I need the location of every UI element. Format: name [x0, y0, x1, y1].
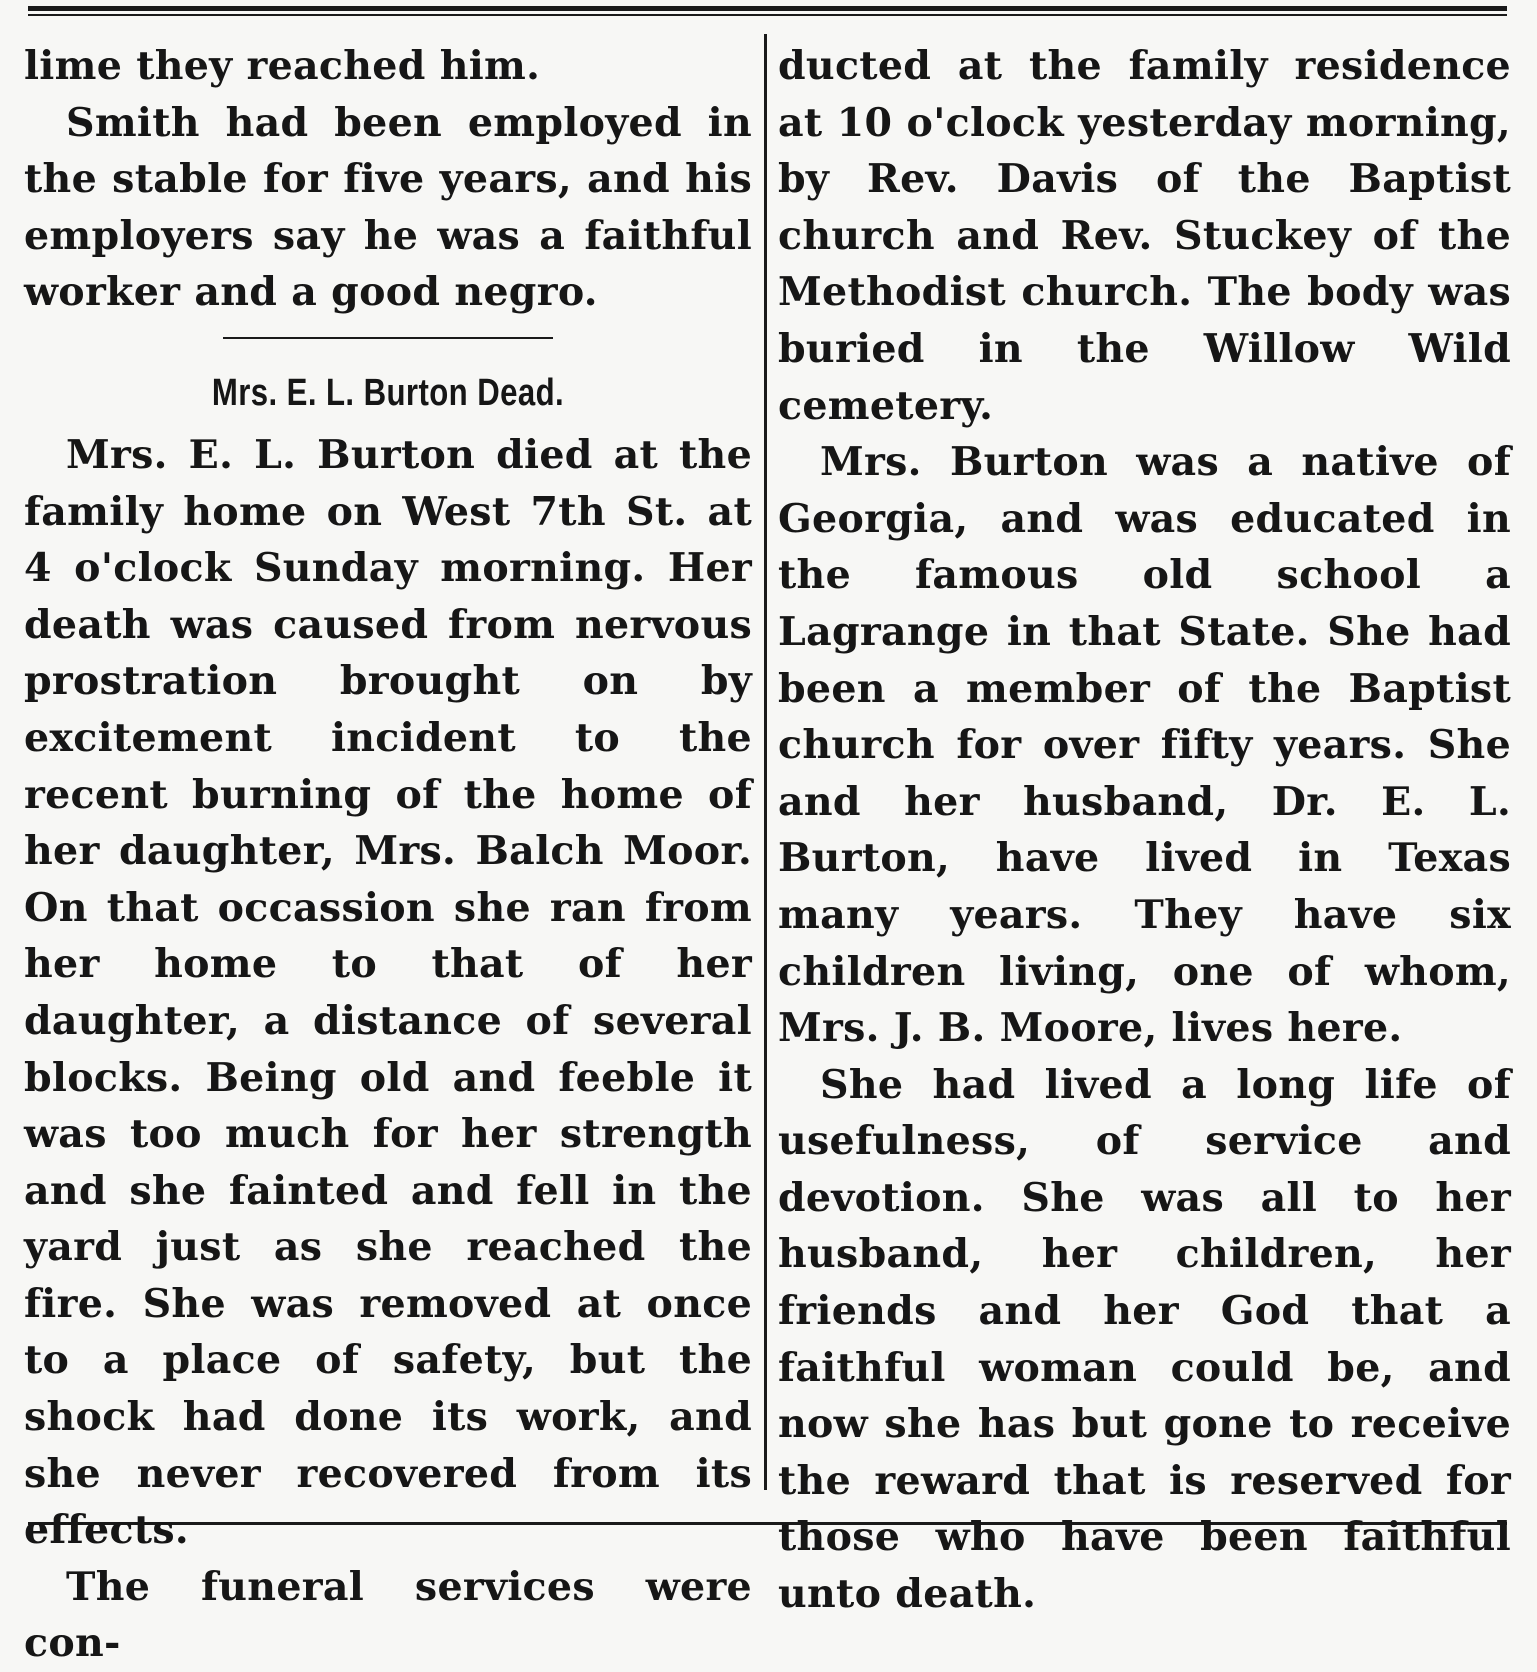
paragraph-tribute: She had lived a long life of usefulness, of service and devotion. She was all to her husband, her children, her friends and her God that a faithful woman could be, and now she has but gone to receive the reward that is reserved for those who have been faithful unto death.	[778, 1061, 1511, 1618]
paragraph-continuation: lime they reached him.	[24, 43, 541, 89]
paragraph-biography: Mrs. Burton was a native of Georgia, and was educated in the famous old school a Lagrange in that State. She had been a member of the Baptist church for over fifty years. She and her husband, Dr. E. L. Burton, have lived in Texas many years. They have six children living, one of whom, Mrs. J. B. Moore, lives here.	[778, 439, 1511, 1052]
paragraph-death: Mrs. E. L. Burton died at the family home on West 7th St. at 4 o'clock Sunday morning. Her death was caused from nervous prostration brought on by excitement incident to the recent burning of the home of her daughter, Mrs. Balch Moor. On that occassion she ran from her home to that of her daughter, a distance of several blocks. Being old and feeble it was too much for her strength and she fainted and fell in the yard just as she reached the fire. She was removed at once to a place of safety, but the shock had done its work, and she never recovered from its effects.	[24, 431, 752, 1554]
paragraph-funeral-start: The funeral services were con-	[24, 1563, 752, 1667]
paragraph-smith: Smith had been employed in the stable for five years, and his employers say he was a faithful worker and a good negro.	[24, 99, 752, 316]
paragraph-funeral-end: ducted at the family residence at 10 o'clock yesterday morning, by Rev. Davis of the Baptist church and Rev. Stuckey of the Methodist church. The body was buried in the Willow Wild cemetery.	[778, 43, 1511, 429]
right-column	[778, 38, 1511, 1623]
heading-rule	[223, 337, 553, 339]
left-column	[24, 38, 752, 1672]
top-rule-thin	[28, 14, 1507, 16]
article-heading: Mrs. E. L. Burton Dead.	[211, 371, 565, 414]
top-rule-thick	[28, 6, 1507, 11]
column-divider	[764, 34, 767, 1490]
